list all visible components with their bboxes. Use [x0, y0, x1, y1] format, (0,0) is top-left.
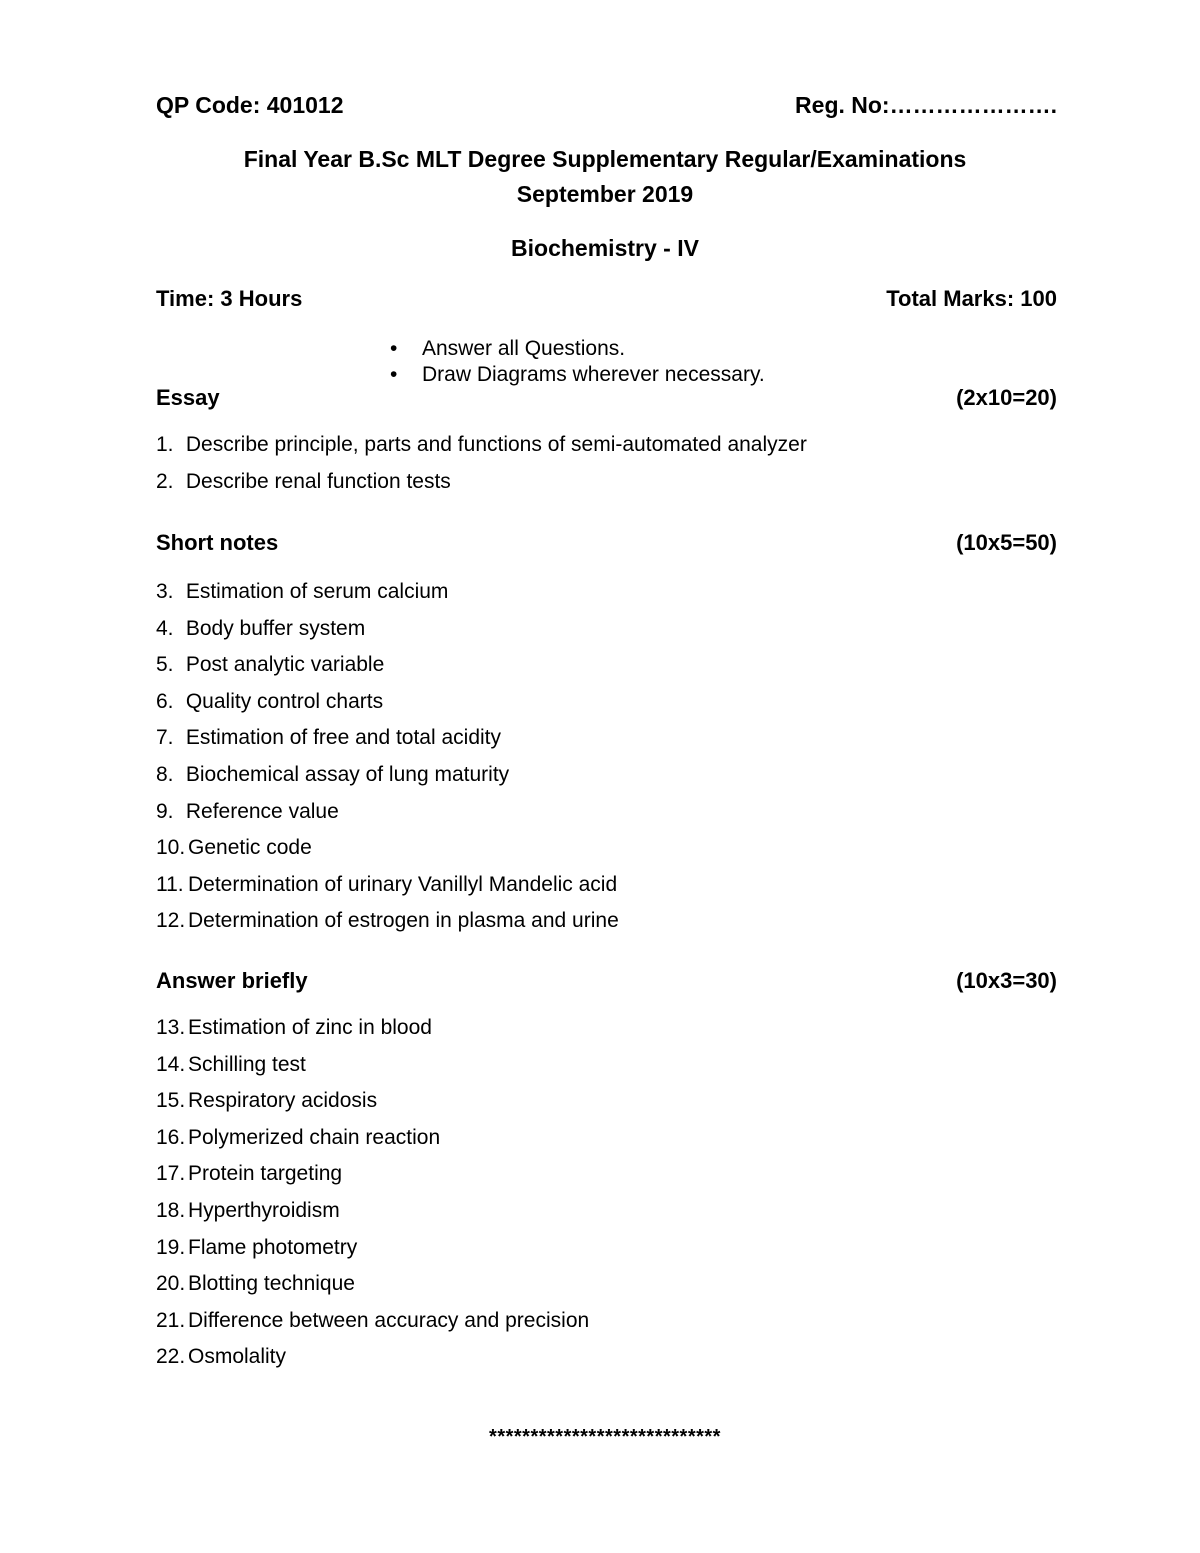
question-item [156, 1087, 589, 1124]
question-number: 13. [156, 1016, 186, 1039]
section-title: Answer briefly [156, 968, 308, 993]
question-text: Difference between accuracy and precision [188, 1308, 590, 1332]
section-title: Essay [156, 385, 220, 410]
question-text: Respiratory acidosis [188, 1089, 378, 1113]
header-row [156, 92, 1057, 119]
section-marks: (2x10=20) [956, 385, 1057, 410]
short-notes-questions [156, 578, 619, 944]
question-number: 17. [156, 1162, 186, 1186]
question-number: 3. [156, 580, 174, 603]
question-item [156, 1270, 589, 1307]
question-number: 4. [156, 616, 174, 640]
question-item [156, 688, 619, 725]
question-text: Polymerized chain reaction [188, 1125, 441, 1149]
question-item [156, 1307, 589, 1344]
question-item [156, 468, 807, 505]
question-item [156, 1014, 589, 1051]
question-item [156, 651, 619, 688]
question-number: 15. [156, 1089, 186, 1113]
section-marks: (10x5=50) [956, 530, 1057, 555]
question-text: Schilling test [188, 1052, 306, 1076]
question-text: Post analytic variable [185, 653, 385, 677]
section-heading-answer-briefly [156, 968, 1057, 994]
section-marks: (10x3=30) [956, 968, 1057, 993]
question-text: Determination of urinary Vanillyl Mandelic acid [188, 872, 618, 896]
question-number: 20. [156, 1272, 186, 1296]
question-text: Reference value [185, 799, 339, 823]
question-item [156, 871, 619, 908]
exam-title: Final Year B.Sc MLT Degree Supplementary Regular/Examinations [243, 146, 967, 172]
question-number: 16. [156, 1125, 186, 1149]
instruction-item: • Draw Diagrams wherever necessary. [390, 363, 765, 386]
question-number: 6. [156, 689, 174, 713]
question-text: Quality control charts [185, 689, 384, 713]
question-text: Protein targeting [188, 1162, 343, 1186]
question-item [156, 1234, 589, 1271]
bullet-icon: • [390, 337, 398, 360]
question-text: Blotting technique [188, 1272, 355, 1296]
question-number: 1. [156, 433, 174, 456]
total-marks: Total Marks: 100 [886, 286, 1057, 311]
question-number: 22. [156, 1345, 186, 1369]
instructions-list [390, 336, 765, 388]
time-allowed: Time: 3 Hours [156, 286, 303, 311]
reg-no: Reg. No:…………………. [795, 92, 1057, 118]
question-number: 12. [156, 909, 186, 933]
question-text: Estimation of zinc in blood [188, 1016, 432, 1039]
question-item [156, 761, 619, 798]
essay-questions [156, 431, 807, 504]
question-item [156, 1160, 589, 1197]
question-number: 2. [156, 469, 174, 493]
question-number: 21. [156, 1308, 186, 1332]
subject-title: Biochemistry - IV [511, 235, 699, 261]
question-text: Flame photometry [188, 1235, 358, 1259]
end-of-paper-stars: **************************** [489, 1426, 721, 1448]
question-item [156, 1124, 589, 1161]
meta-row [156, 286, 1057, 312]
question-number: 10. [156, 836, 186, 860]
instruction-item: • Answer all Questions. [390, 337, 626, 360]
question-number: 11. [156, 872, 184, 896]
question-item [156, 1343, 589, 1380]
question-item [156, 798, 619, 835]
question-item [156, 1051, 589, 1088]
question-item [156, 578, 619, 615]
question-item [156, 834, 619, 871]
bullet-icon: • [390, 363, 398, 386]
question-item [156, 907, 619, 944]
qp-code: QP Code: 401012 [156, 92, 344, 118]
question-number: 19. [156, 1235, 186, 1259]
question-number: 14. [156, 1052, 186, 1076]
question-text: Genetic code [188, 836, 312, 860]
question-text: Osmolality [188, 1345, 287, 1369]
question-text: Biochemical assay of lung maturity [185, 762, 510, 786]
answer-briefly-questions [156, 1014, 589, 1380]
question-item [156, 431, 807, 468]
question-number: 9. [156, 799, 174, 823]
question-number: 18. [156, 1198, 186, 1222]
question-text: Estimation of free and total acidity [185, 726, 502, 750]
question-item [156, 615, 619, 652]
question-number: 5. [156, 653, 174, 677]
question-item [156, 1197, 589, 1234]
question-text: Estimation of serum calcium [185, 580, 449, 603]
section-title: Short notes [156, 530, 279, 555]
exam-date: September 2019 [516, 181, 694, 207]
question-number: 8. [156, 762, 174, 786]
question-text: Describe renal function tests [185, 469, 451, 493]
question-text: Determination of estrogen in plasma and urine [188, 909, 619, 933]
question-text: Hyperthyroidism [188, 1198, 340, 1222]
question-number: 7. [156, 726, 174, 750]
section-heading-short-notes [156, 530, 1057, 556]
question-text: Describe principle, parts and functions of semi-automated analyzer [185, 433, 807, 456]
question-item [156, 724, 619, 761]
question-text: Body buffer system [185, 616, 366, 640]
section-heading-essay [156, 385, 1057, 411]
